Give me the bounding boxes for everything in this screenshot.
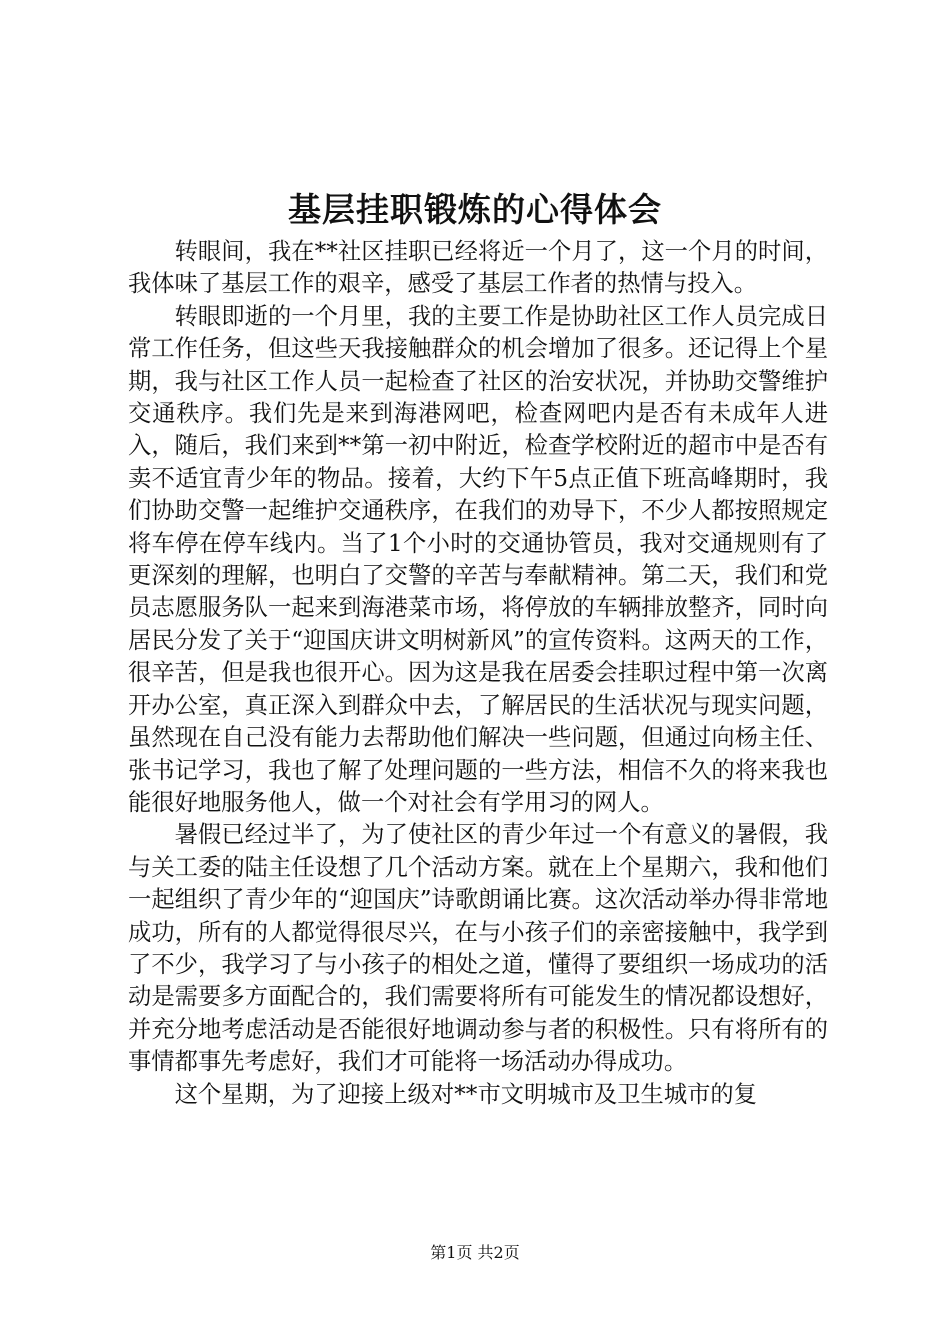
paragraph-4: 这个星期，为了迎接上级对**市文明城市及卫生城市的复 xyxy=(174,1080,758,1108)
page-number-footer: 第1页 共2页 xyxy=(430,1243,520,1262)
paragraph-3: 暑假已经过半了，为了使社区的青少年过一个有意义的暑假，我与关工委的陆主任设想了几个活动方案。就在上个星期六，我和他们一起组织了青少年的“迎国庆”诗歌朗诵比赛。这次活动举办得非常地成功，所有的人都觉得很尽兴，在与小孩子们的亲密接触中，我学到了不少，我学习了与小孩子的相处之道，懂得了要组织一场成功的活动是需要多方面配合的，我们需要将所有可能发生的情况都设想好，并充分地考虑活动是否能很好地调动参与者的积极性。只有将所有的事情都事先考虑好，我们才可能将一场活动办得成功。 xyxy=(128,821,828,1076)
document-title: 基层挂职锻炼的心得体会 xyxy=(288,190,662,229)
paragraph-2: 转眼即逝的一个月里，我的主要工作是协助社区工作人员完成日常工作任务，但这些天我接触群众的机会增加了很多。还记得上个星期，我与社区工作人员一起检查了社区的治安状况，并协助交警维护交通秩序。我们先是来到海港网吧，检查网吧内是否有未成年人进入，随后，我们来到**第一初中附近，检查学校附近的超市中是否有卖不适宜青少年的物品。接着，大约下午5点正值下班高峰期时，我们协助交警一起维护交通秩序，在我们的劝导下，不少人都按照规定将车停在停车线内。当了1个小时的交通协管员，我对交通规则有了更深刻的理解，也明白了交警的辛苦与奉献精神。第二天，我们和党员志愿服务队一起来到海港菜市场，将停放的车辆排放整齐，同时向居民分发了关于“迎国庆讲文明树新风”的宣传资料。这两天的工作，很辛苦，但是我也很开心。因为这是我在居委会挂职过程中第一次离开办公室，真正深入到群众中去，了解居民的生活状况与现实问题，虽然现在自己没有能力去帮助他们解决一些问题，但通过向杨主任、张书记学习，我也了解了处理问题的一些方法，相信不久的将来我也能很好地服务他人，做一个对社会有学用习的网人。 xyxy=(128,302,828,816)
paragraph-1: 转眼间，我在**社区挂职已经将近一个月了，这一个月的时间，我体味了基层工作的艰辛，感受了基层工作者的热情与投入。 xyxy=(128,238,828,298)
document-body xyxy=(128,236,828,1111)
